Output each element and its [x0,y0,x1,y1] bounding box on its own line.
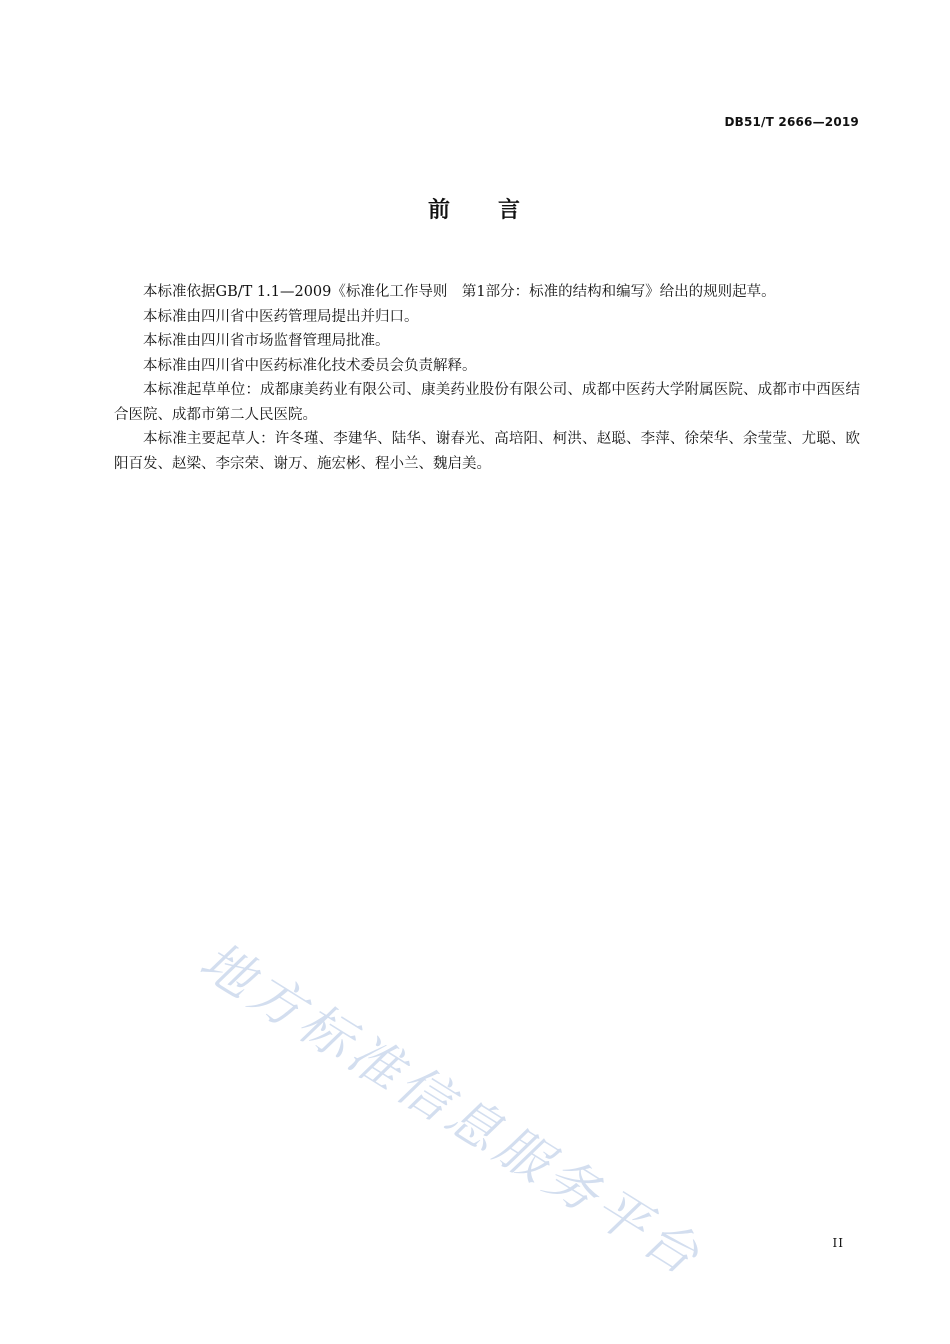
foreword-body [114,280,860,476]
document-code: DB51/T 2666—2019 [724,115,859,129]
paragraph-drafters: 本标准主要起草人：许冬瑾、李建华、陆华、谢春光、高培阳、柯洪、赵聪、李萍、徐荣华、余莹莹、尤聪、欧阳百发、赵梁、李宗荣、谢万、施宏彬、程小兰、魏启美。 [114,431,860,472]
paragraph-proposed-by: 本标准由四川省中医药管理局提出并归口。 [143,308,419,325]
paragraph-drafting-rules: 本标准依据GB/T 1.1—2009《标准化工作导则 第1部分：标准的结构和编写》给出的规则起草。 [143,284,776,300]
paragraph-drafting-units: 本标准起草单位：成都康美药业有限公司、康美药业股份有限公司、成都中医药大学附属医院、成都市中西医结合医院、成都市第二人民医院。 [114,382,860,423]
page-title [0,193,950,224]
paragraph-interpreted-by: 本标准由四川省中医药标准化技术委员会负责解释。 [143,357,477,374]
title-char-2: 言 [498,198,523,223]
watermark: 地方标准信息服务平台 [189,931,713,1290]
page-number: II [832,1236,844,1250]
title-char-1: 前 [427,198,452,223]
paragraph-approved-by: 本标准由四川省市场监督管理局批准。 [143,333,390,349]
